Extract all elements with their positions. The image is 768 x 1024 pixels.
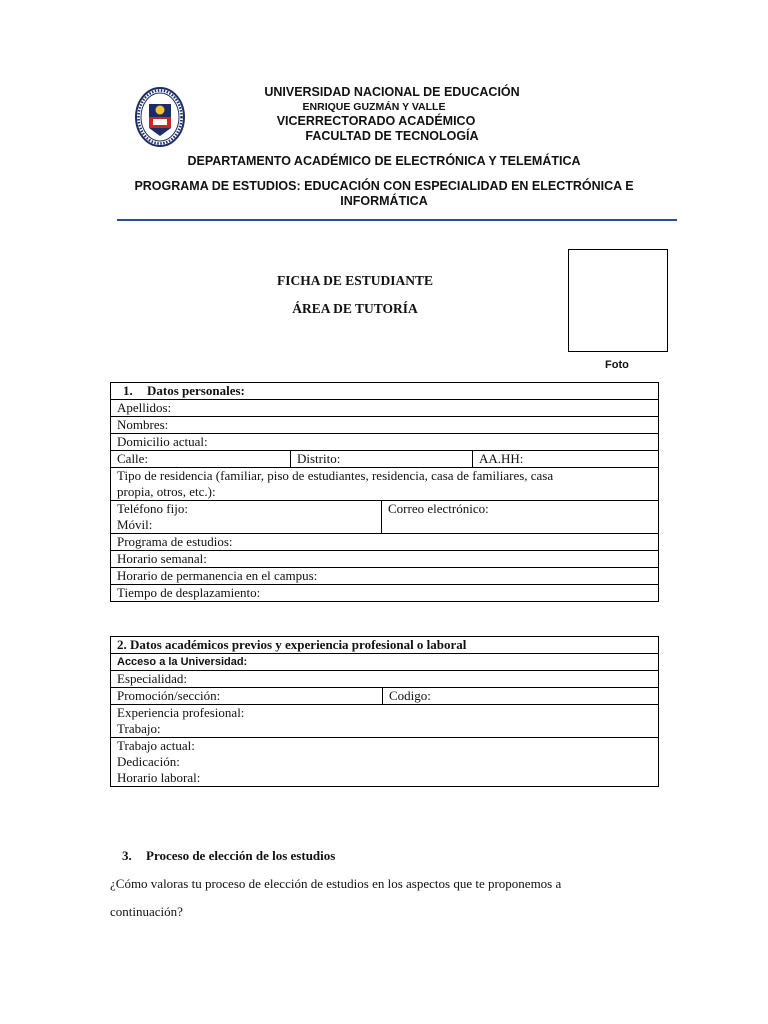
section3-number: 3. [122, 848, 132, 863]
apellidos-field[interactable]: Apellidos: [111, 400, 659, 417]
form-title: FICHA DE ESTUDIANTE [276, 273, 434, 288]
program-line-2: INFORMÁTICA [340, 194, 428, 208]
academic-data-table [110, 636, 659, 787]
promocion-field[interactable]: Promoción/sección: [111, 688, 383, 705]
vicerrectorado: VICERRECTORADO ACADÉMICO [276, 114, 476, 128]
section3-question-line-1: ¿Cómo valoras tu proceso de elección de estudios en los aspectos que te proponemos a [110, 876, 562, 891]
program-name [0, 179, 768, 209]
calle-field[interactable]: Calle: [111, 451, 291, 468]
trabajo-actual-label: Trabajo actual: [117, 738, 195, 753]
header-divider [117, 219, 677, 221]
aahh-field[interactable]: AA.HH: [473, 451, 659, 468]
distrito-field[interactable]: Distrito: [291, 451, 473, 468]
correo-field[interactable]: Correo electrónico: [382, 501, 659, 534]
university-name: UNIVERSIDAD NACIONAL DE EDUCACIÓN [264, 85, 520, 99]
tiempo-desplazamiento-field[interactable]: Tiempo de desplazamiento: [111, 585, 659, 602]
nombres-field[interactable]: Nombres: [111, 417, 659, 434]
domicilio-field[interactable]: Domicilio actual: [111, 434, 659, 451]
faculty-name: FACULTAD DE TECNOLOGÍA [305, 129, 479, 143]
department-name: DEPARTAMENTO ACADÉMICO DE ELECTRÓNICA Y TELEMÁTICA [187, 154, 581, 168]
section3-question-line-2: continuación? [110, 904, 183, 919]
form-subtitle: ÁREA DE TUTORÍA [292, 301, 418, 316]
horario-laboral-label: Horario laboral: [117, 770, 201, 785]
especialidad-field[interactable]: Especialidad: [111, 671, 659, 688]
residencia-line-1: Tipo de residencia (familiar, piso de estudiantes, residencia, casa de familiares, casa [117, 468, 554, 483]
program-line-1: PROGRAMA DE ESTUDIOS: EDUCACIÓN CON ESPECIALIDAD EN ELECTRÓNICA E [134, 179, 634, 193]
section3-heading [122, 848, 335, 864]
horario-campus-field[interactable]: Horario de permanencia en el campus: [111, 568, 659, 585]
telefono-field[interactable] [111, 501, 382, 534]
codigo-field[interactable]: Codigo: [383, 688, 659, 705]
programa-field[interactable]: Programa de estudios: [111, 534, 659, 551]
section1-number: 1. [123, 383, 133, 398]
movil-label: Móvil: [117, 517, 153, 532]
telefono-label: Teléfono fijo: [117, 501, 188, 516]
experiencia-field[interactable] [111, 705, 659, 738]
photo-box[interactable] [568, 249, 668, 352]
section1-title: Datos personales: [147, 383, 245, 398]
acceso-universidad-label: Acceso a la Universidad: [111, 654, 659, 671]
section2-heading: 2. Datos académicos previos y experiencia profesional o laboral [111, 637, 659, 654]
section3-title: Proceso de elección de los estudios [146, 848, 336, 863]
photo-label: Foto [605, 359, 629, 371]
horario-semanal-field[interactable]: Horario semanal: [111, 551, 659, 568]
dedicacion-label: Dedicación: [117, 754, 180, 769]
personal-data-table [110, 382, 659, 602]
trabajo-label: Trabajo: [117, 721, 161, 736]
tipo-residencia-field[interactable] [111, 468, 659, 501]
trabajo-actual-field[interactable] [111, 738, 659, 787]
residencia-line-2: propia, otros, etc.): [117, 484, 216, 499]
university-subname: ENRIQUE GUZMÁN Y VALLE [302, 101, 446, 113]
experiencia-label: Experiencia profesional: [117, 705, 245, 720]
section1-heading [111, 383, 659, 400]
